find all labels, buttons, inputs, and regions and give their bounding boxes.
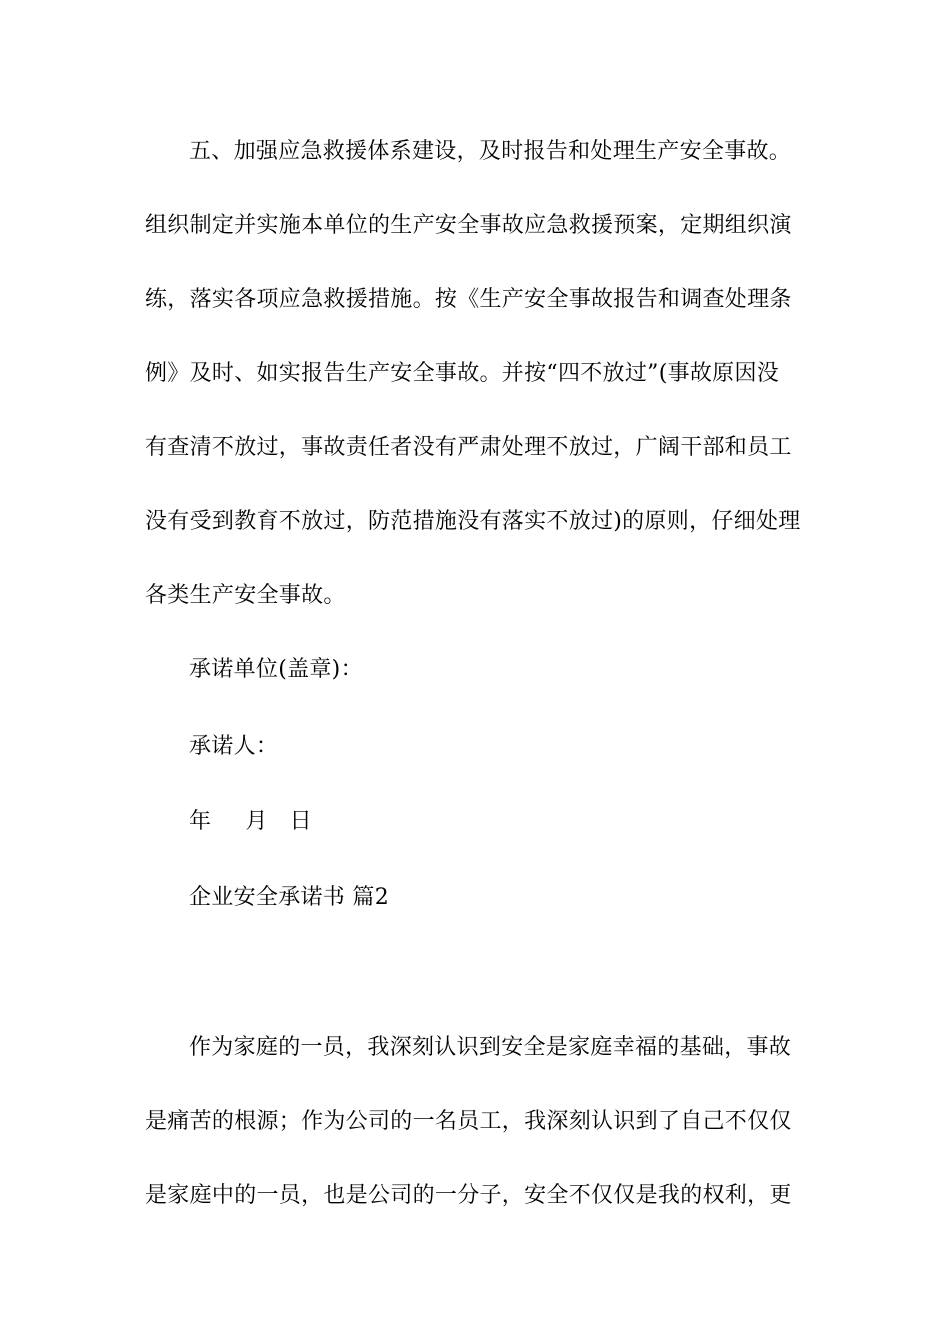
paragraph-line: 例》及时、如实报告生产安全事故。并按“四不放过”(事故原因没 — [145, 361, 780, 386]
paragraph-line: 有查清不放过，事故责任者没有严肃处理不放过，广阔干部和员工 — [145, 435, 792, 460]
part-2-title: 企业安全承诺书 篇2 — [189, 885, 389, 910]
paragraph-line: 没有受到教育不放过，防范措施没有落实不放过)的原则，仔细处理 — [145, 509, 801, 534]
section-5-heading-line: 五、加强应急救援体系建设，及时报告和处理生产安全事故。 — [189, 139, 792, 164]
paragraph-line: 是家庭中的一员，也是公司的一分子，安全不仅仅是我的权利，更 — [145, 1183, 792, 1208]
paragraph-line: 各类生产安全事故。 — [145, 583, 346, 608]
paragraph-line: 作为家庭的一员，我深刻认识到安全是家庭幸福的基础，事故 — [189, 1035, 792, 1060]
signature-unit-label: 承诺单位(盖章)： — [189, 657, 363, 682]
signature-person-label: 承诺人： — [189, 734, 279, 759]
paragraph-line: 练，落实各项应急救援措施。按《生产安全事故报告和调查处理条 — [145, 287, 792, 312]
date-month-label: 月 — [245, 809, 268, 834]
date-year-label: 年 — [189, 809, 212, 834]
paragraph-line: 是痛苦的根源；作为公司的一名员工，我深刻认识到了自己不仅仅 — [145, 1109, 792, 1134]
date-day-label: 日 — [289, 809, 312, 834]
paragraph-line: 组织制定并实施本单位的生产安全事故应急救援预案，定期组织演 — [145, 213, 792, 238]
signature-date-line — [189, 807, 859, 837]
